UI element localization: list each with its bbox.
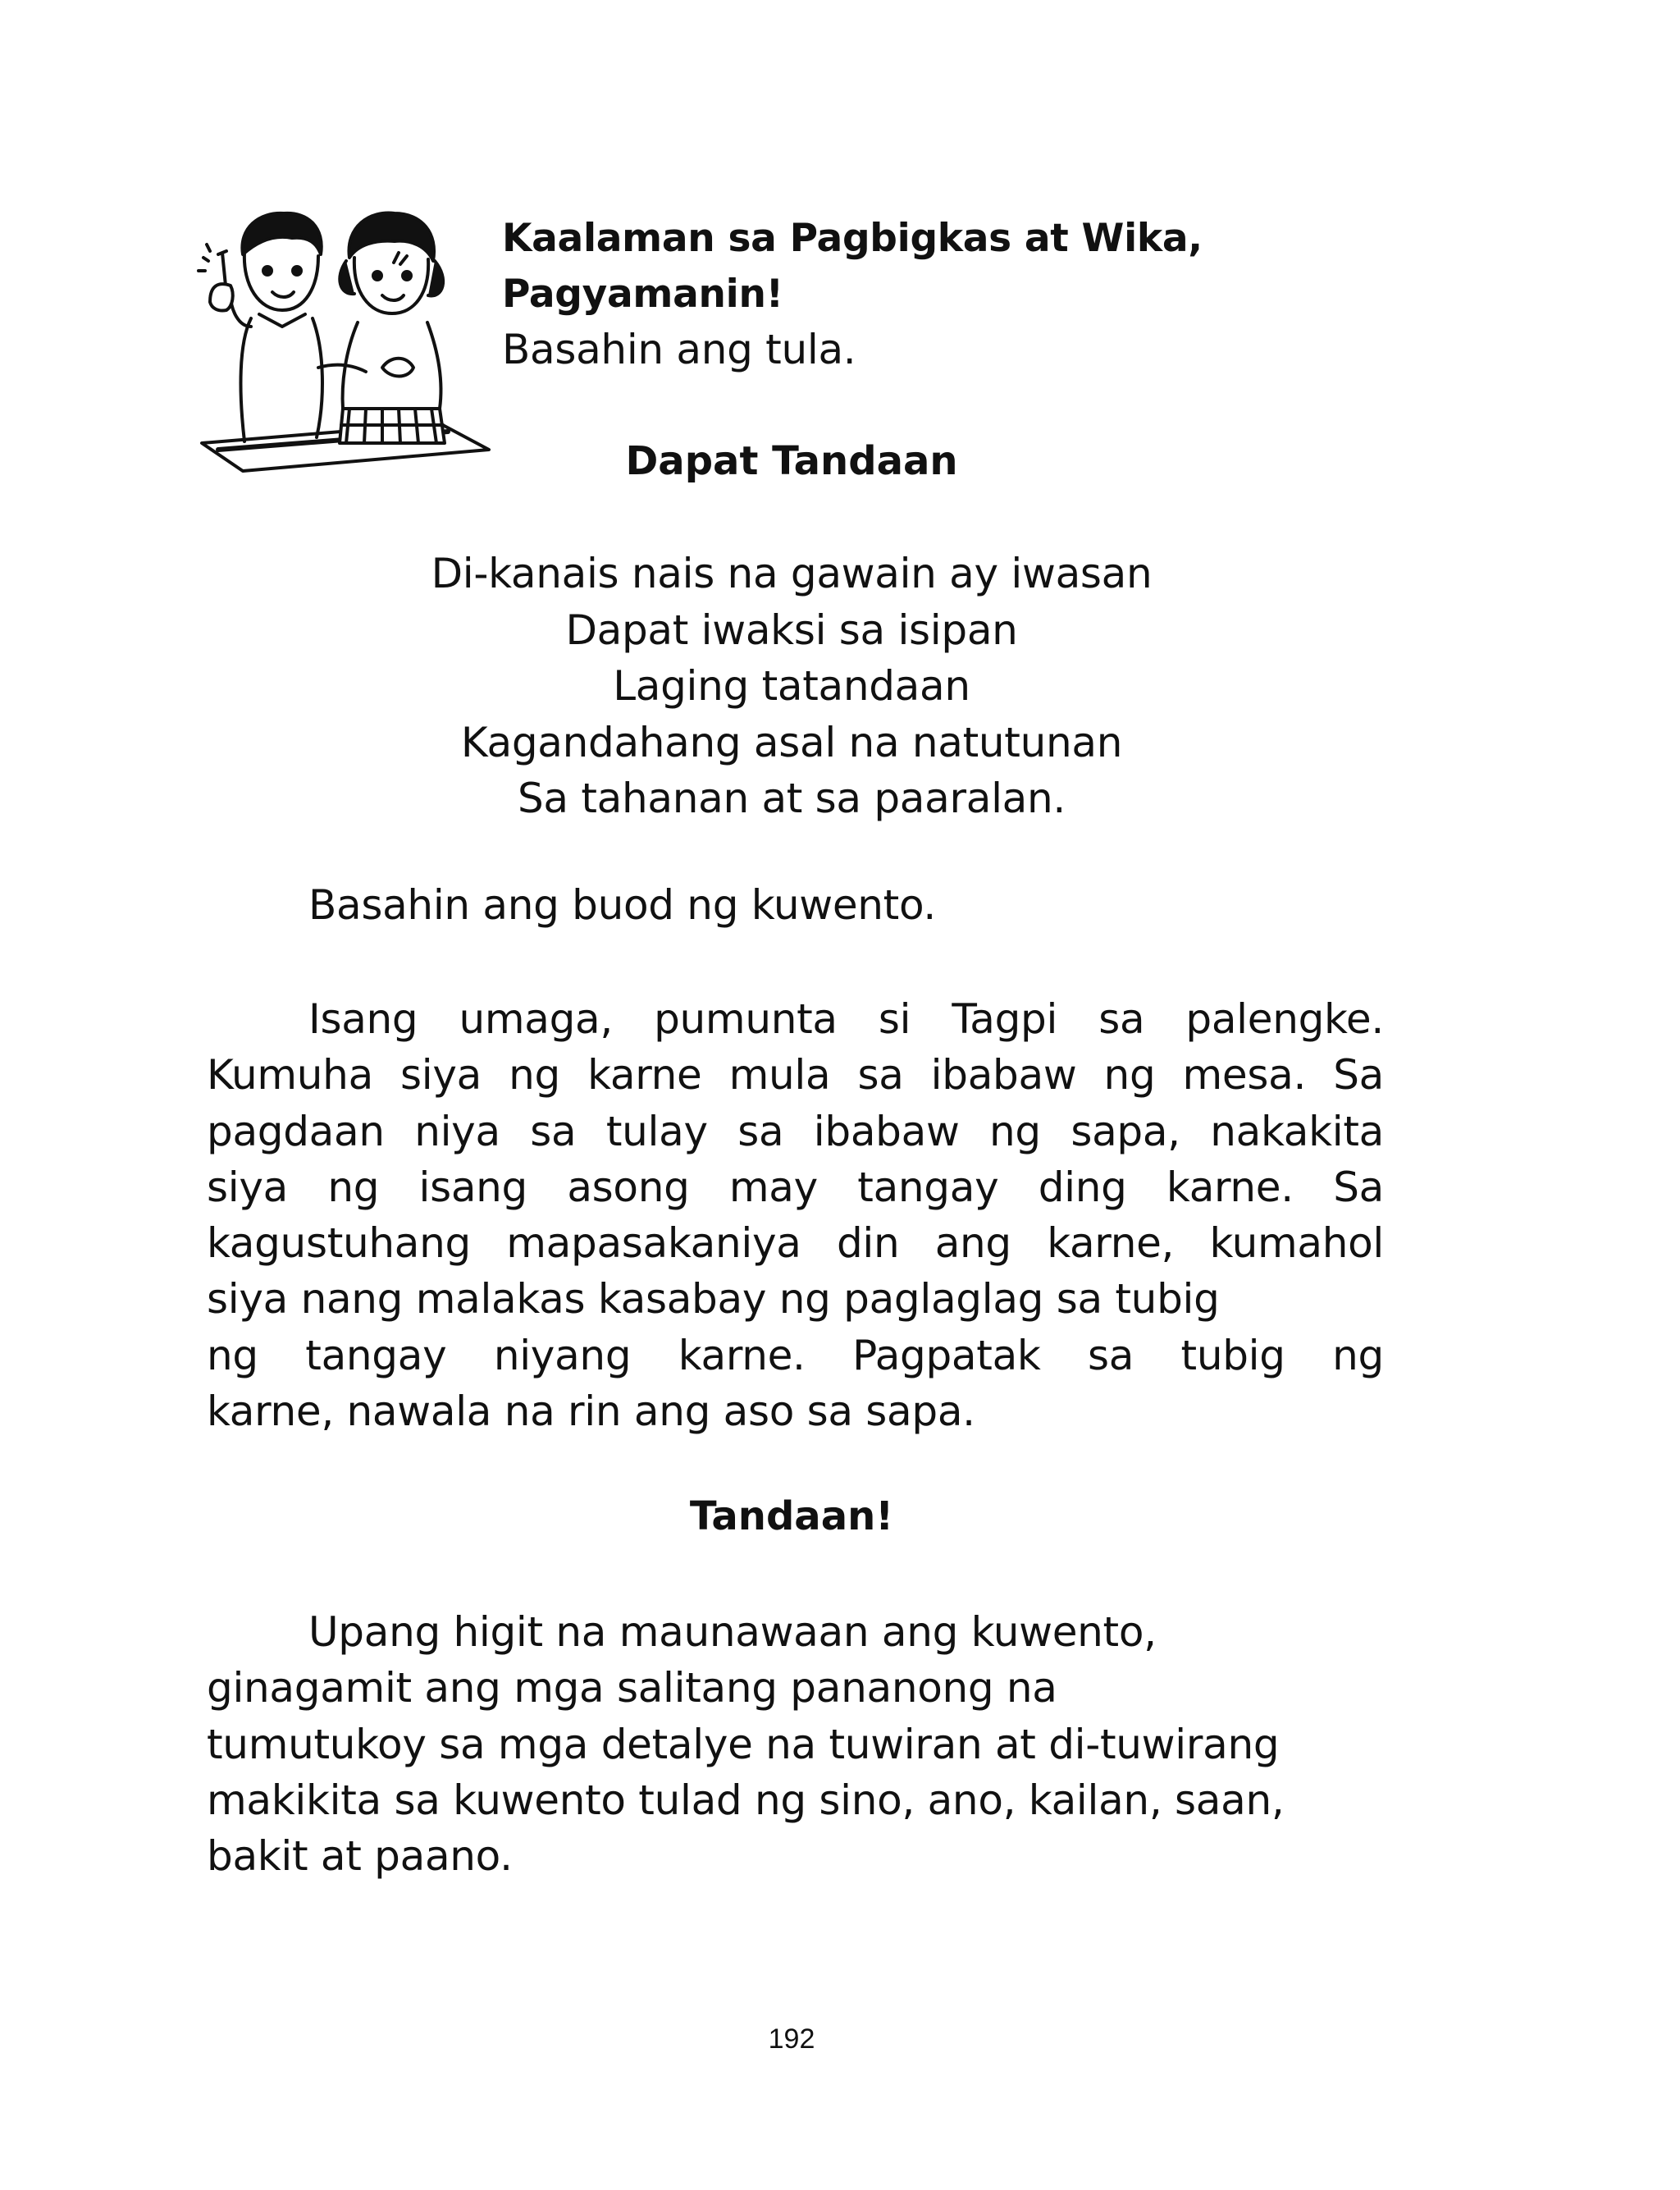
story-line: ng tangay niyang karne. Pagpatak sa tubig ng xyxy=(207,1331,1384,1379)
children-illustration xyxy=(194,203,497,474)
remember-line: makikita sa kuwento tulad ng sino, ano, kailan, saan, xyxy=(207,1776,1285,1824)
story-line: pagdaan niya sa tulay sa ibabaw ng sapa, nakakita xyxy=(207,1107,1384,1155)
remember-line: ginagamit ang mga salitang pananong na xyxy=(207,1664,1057,1712)
section-title-line-1: Kaalaman sa Pagbigkas at Wika, xyxy=(502,216,1203,261)
story-paragraph xyxy=(207,991,1384,1439)
story-instruction: Basahin ang buod ng kuwento. xyxy=(308,881,936,929)
poem-line: Sa tahanan at sa paaralan. xyxy=(517,775,1066,822)
remember-line: tumutukoy sa mga detalye na tuwiran at di-tuwirang xyxy=(207,1720,1280,1768)
poem-line: Kagandahang asal na natutunan xyxy=(460,718,1123,766)
poem-body xyxy=(0,546,1583,827)
poem-title: Dapat Tandaan xyxy=(625,438,958,484)
poem-line: Laging tatandaan xyxy=(613,662,970,710)
story-line: Isang umaga, pumunta si Tagpi sa palengke. xyxy=(308,995,1384,1043)
story-line: kagustuhang mapasakaniya din ang karne, kumahol xyxy=(207,1219,1384,1268)
poem-line: Di-kanais nais na gawain ay iwasan xyxy=(431,550,1153,597)
remember-title: Tandaan! xyxy=(689,1493,894,1539)
story-line: Kumuha siya ng karne mula sa ibabaw ng mesa. Sa xyxy=(207,1051,1384,1100)
remember-line: bakit at paano. xyxy=(207,1832,513,1881)
poem-instruction: Basahin ang tula. xyxy=(502,326,856,373)
remember-paragraph xyxy=(207,1604,1384,1884)
section-title-line-2: Pagyamanin! xyxy=(502,272,783,317)
poem-line: Dapat iwaksi sa isipan xyxy=(565,606,1018,654)
remember-line: Upang higit na maunawaan ang kuwento, xyxy=(308,1608,1157,1656)
story-line: karne, nawala na rin ang aso sa sapa. xyxy=(207,1388,975,1436)
page-number: 192 xyxy=(768,2023,815,2055)
story-line: siya ng isang asong may tangay ding karne. Sa xyxy=(207,1163,1384,1211)
story-line: siya nang malakas kasabay ng paglaglag sa tubig xyxy=(207,1275,1220,1324)
